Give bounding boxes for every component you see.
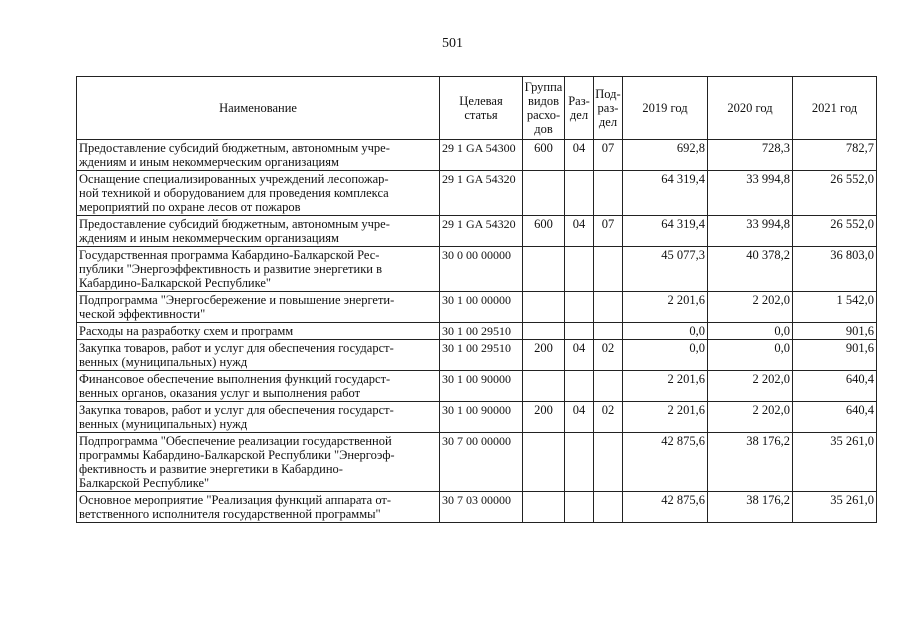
row-subsection: 07 (594, 140, 623, 171)
row-subsection (594, 492, 623, 523)
table-row (77, 247, 877, 292)
row-name-line: программы Кабардино-Балкарской Республики "Энергоэф- (79, 448, 395, 462)
row-subsection: 02 (594, 340, 623, 371)
row-value-2020: 38 176,2 (708, 433, 793, 492)
row-value-2019: 45 077,3 (623, 247, 708, 292)
row-name (77, 247, 440, 292)
row-value-2020: 728,3 (708, 140, 793, 171)
page-number: 501 (442, 36, 463, 51)
row-section (565, 247, 594, 292)
row-value-2021: 782,7 (793, 140, 877, 171)
row-name (77, 340, 440, 371)
row-subsection: 07 (594, 216, 623, 247)
row-name-line: ветственного исполнителя государственной программы" (79, 507, 381, 521)
row-value-2020: 2 202,0 (708, 292, 793, 323)
row-name-line: венных (муниципальных) нужд (79, 417, 248, 431)
row-value-2020: 0,0 (708, 340, 793, 371)
header-2020: 2020 год (708, 77, 793, 140)
row-name-line: Закупка товаров, работ и услуг для обеспечения государст- (79, 403, 394, 417)
row-subsection: 02 (594, 402, 623, 433)
row-value-2019: 2 201,6 (623, 371, 708, 402)
row-value-2021: 640,4 (793, 402, 877, 433)
row-name-line: Оснащение специализированных учреждений лесопожар- (79, 172, 389, 186)
row-name (77, 171, 440, 216)
row-target-article: 30 1 00 00000 (440, 292, 523, 323)
row-value-2019: 2 201,6 (623, 402, 708, 433)
row-name-line: венных органов, оказания услуг и выполнения работ (79, 386, 361, 400)
row-expense-group (523, 433, 565, 492)
row-section (565, 433, 594, 492)
row-value-2020: 33 994,8 (708, 216, 793, 247)
row-expense-group (523, 492, 565, 523)
row-target-article: 29 1 GA 54320 (440, 216, 523, 247)
row-expense-group (523, 323, 565, 340)
table-body (77, 140, 877, 523)
row-target-article: 29 1 GA 54320 (440, 171, 523, 216)
row-target-article: 30 0 00 00000 (440, 247, 523, 292)
row-expense-group: 200 (523, 402, 565, 433)
row-value-2021: 26 552,0 (793, 216, 877, 247)
row-name-line: фективность и развитие энергетики в Кабардино- (79, 462, 343, 476)
row-name-line: венных (муниципальных) нужд (79, 355, 248, 369)
row-target-article: 30 1 00 29510 (440, 323, 523, 340)
row-name (77, 402, 440, 433)
row-name-line: Предоставление субсидий бюджетным, автономным учре- (79, 141, 390, 155)
row-target-article: 30 1 00 90000 (440, 371, 523, 402)
row-name (77, 140, 440, 171)
row-target-article: 30 7 03 00000 (440, 492, 523, 523)
row-value-2020: 40 378,2 (708, 247, 793, 292)
row-name-line: ждениям и иным некоммерческим организациям (79, 155, 339, 169)
row-value-2019: 2 201,6 (623, 292, 708, 323)
row-name-line: ной техникой и оборудованием для проведения комплекса (79, 186, 389, 200)
row-value-2021: 640,4 (793, 371, 877, 402)
row-section (565, 171, 594, 216)
row-name-line: Балкарской Республике" (79, 476, 210, 490)
row-subsection (594, 247, 623, 292)
row-value-2019: 64 319,4 (623, 171, 708, 216)
row-expense-group: 200 (523, 340, 565, 371)
row-value-2019: 0,0 (623, 340, 708, 371)
row-value-2020: 2 202,0 (708, 402, 793, 433)
row-value-2021: 26 552,0 (793, 171, 877, 216)
row-target-article: 29 1 GA 54300 (440, 140, 523, 171)
row-name-line: Основное мероприятие "Реализация функций аппарата от- (79, 493, 392, 507)
row-section (565, 492, 594, 523)
row-name-line: публики "Энергоэффективность и развитие энергетики в (79, 262, 382, 276)
table-row (77, 171, 877, 216)
row-name-line: Финансовое обеспечение выполнения функций государст- (79, 372, 391, 386)
header-expense-group: Группа видов расхо- дов (523, 77, 565, 140)
row-section (565, 371, 594, 402)
row-name-line: мероприятий по охране лесов от пожаров (79, 200, 301, 214)
row-name (77, 216, 440, 247)
row-subsection (594, 371, 623, 402)
row-subsection (594, 292, 623, 323)
row-target-article: 30 7 00 00000 (440, 433, 523, 492)
row-value-2019: 0,0 (623, 323, 708, 340)
row-value-2019: 64 319,4 (623, 216, 708, 247)
row-name-line: Подпрограмма "Энергосбережение и повышение энергети- (79, 293, 395, 307)
row-name-line: Подпрограмма "Обеспечение реализации государственной (79, 434, 392, 448)
row-value-2019: 42 875,6 (623, 492, 708, 523)
row-name-line: ждениям и иным некоммерческим организациям (79, 231, 339, 245)
row-value-2020: 2 202,0 (708, 371, 793, 402)
row-target-article: 30 1 00 29510 (440, 340, 523, 371)
row-expense-group (523, 171, 565, 216)
row-value-2021: 35 261,0 (793, 433, 877, 492)
row-value-2020: 33 994,8 (708, 171, 793, 216)
row-value-2021: 35 261,0 (793, 492, 877, 523)
table-header-row (77, 77, 877, 140)
header-target-article: Целевая статья (440, 77, 523, 140)
budget-table (76, 76, 877, 523)
row-name (77, 492, 440, 523)
row-name-line: ческой эффективности" (79, 307, 206, 321)
row-section: 04 (565, 216, 594, 247)
header-2021: 2021 год (793, 77, 877, 140)
row-name (77, 433, 440, 492)
row-expense-group (523, 371, 565, 402)
row-name-line: Закупка товаров, работ и услуг для обеспечения государст- (79, 341, 394, 355)
row-expense-group (523, 247, 565, 292)
row-value-2020: 38 176,2 (708, 492, 793, 523)
row-value-2019: 42 875,6 (623, 433, 708, 492)
row-name (77, 323, 440, 340)
row-value-2021: 901,6 (793, 323, 877, 340)
row-subsection (594, 433, 623, 492)
header-name: Наименование (77, 77, 440, 140)
row-value-2019: 692,8 (623, 140, 708, 171)
table-row (77, 292, 877, 323)
row-expense-group: 600 (523, 140, 565, 171)
row-expense-group: 600 (523, 216, 565, 247)
table-row (77, 340, 877, 371)
table-row (77, 216, 877, 247)
row-target-article: 30 1 00 90000 (440, 402, 523, 433)
row-section (565, 323, 594, 340)
row-value-2021: 901,6 (793, 340, 877, 371)
table-row (77, 492, 877, 523)
row-section (565, 292, 594, 323)
header-subsection: Под- раз- дел (594, 77, 623, 140)
row-value-2021: 1 542,0 (793, 292, 877, 323)
table-row (77, 140, 877, 171)
row-subsection (594, 171, 623, 216)
header-2019: 2019 год (623, 77, 708, 140)
table-row (77, 433, 877, 492)
row-section: 04 (565, 340, 594, 371)
row-name-line: Государственная программа Кабардино-Балкарской Рес- (79, 248, 380, 262)
table-row (77, 371, 877, 402)
row-value-2021: 36 803,0 (793, 247, 877, 292)
header-section: Раз- дел (565, 77, 594, 140)
row-subsection (594, 323, 623, 340)
row-value-2020: 0,0 (708, 323, 793, 340)
row-section: 04 (565, 402, 594, 433)
row-name-line: Предоставление субсидий бюджетным, автономным учре- (79, 217, 390, 231)
row-name-line: Расходы на разработку схем и программ (79, 324, 294, 338)
table-row (77, 402, 877, 433)
row-name (77, 371, 440, 402)
row-expense-group (523, 292, 565, 323)
row-name-line: Кабардино-Балкарской Республике" (79, 276, 272, 290)
table-row (77, 323, 877, 340)
row-name (77, 292, 440, 323)
row-section: 04 (565, 140, 594, 171)
